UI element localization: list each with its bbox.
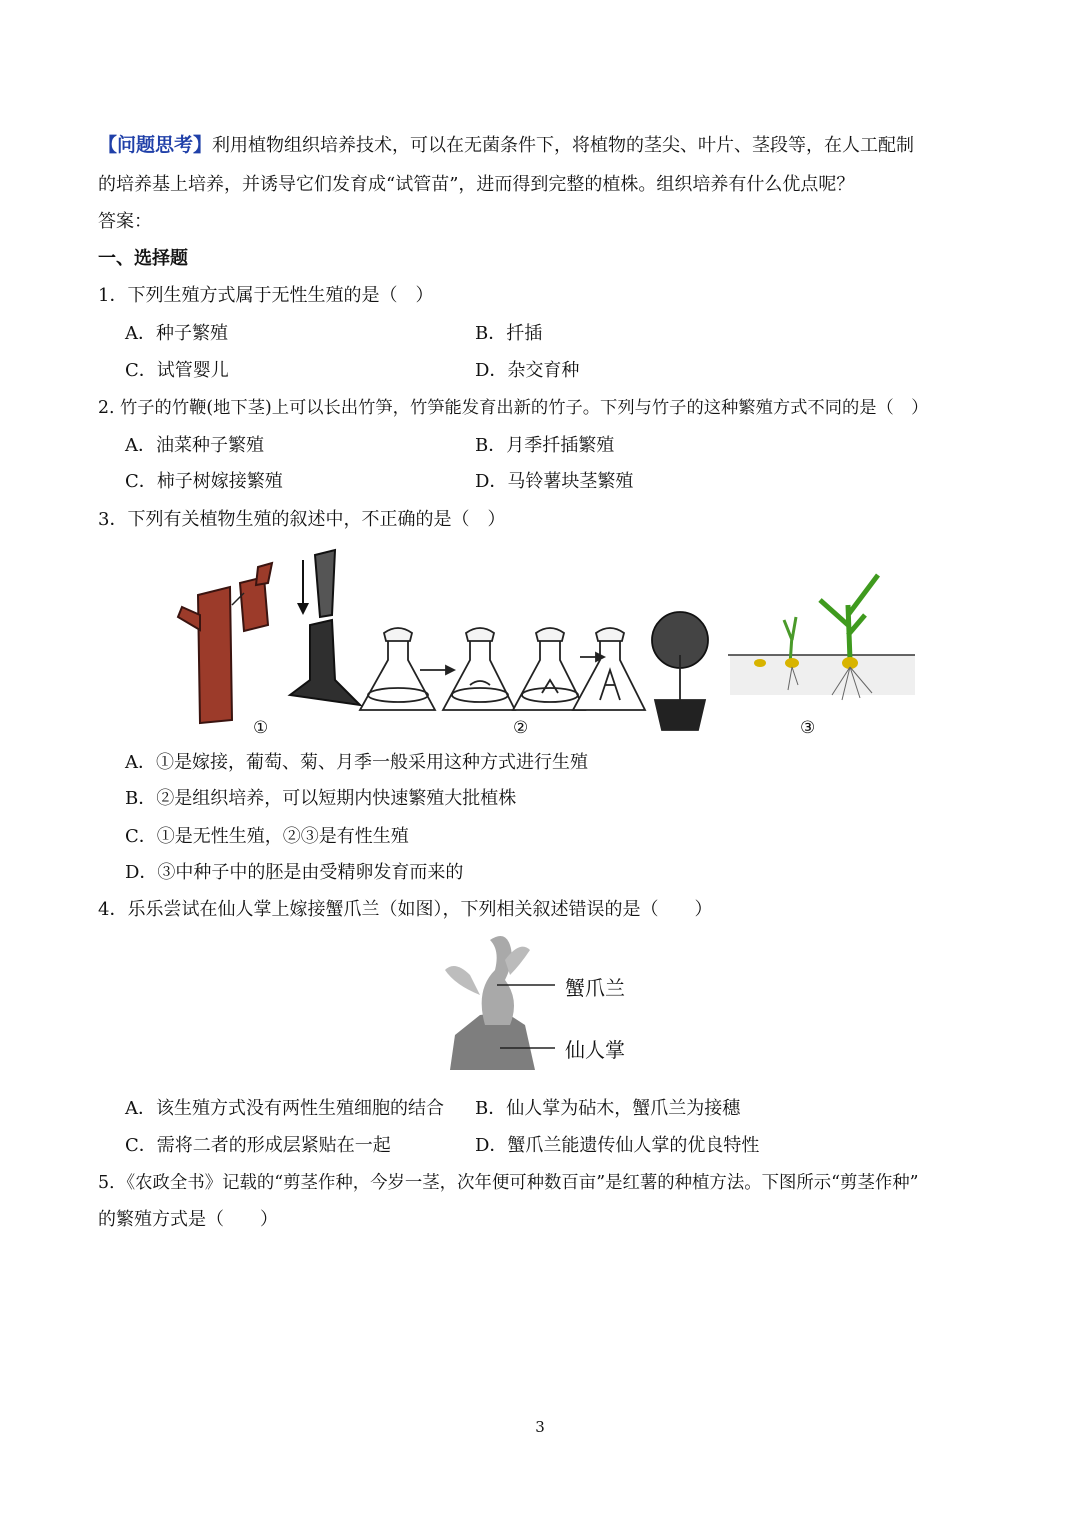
intro-text-1: 利用植物组织培养技术，可以在无菌条件下，将植物的茎尖、叶片、茎段等，在人工配制 — [212, 135, 915, 156]
question-1-option-b: B．扦插 — [475, 323, 543, 344]
answer-label: 答案： — [98, 211, 152, 232]
question-2-option-d: D．马铃薯块茎繁殖 — [475, 471, 634, 492]
question-3-option-a: A．①是嫁接，葡萄、菊、月季一般采用这种方式进行生殖 — [125, 752, 588, 773]
question-3-stem: 3．下列有关植物生殖的叙述中，不正确的是（ ） — [98, 509, 506, 530]
seed-germination-illustration — [728, 575, 915, 700]
question-2-stem: 2. 竹子的竹鞭(地下茎)上可以长出竹笋，竹笋能发育出新的竹子。下列与竹子的这种繁殖方式不同的是（ ） — [98, 398, 929, 418]
cactus-graft-figure — [435, 930, 575, 1075]
figure-label-crab-cactus: 蟹爪兰 — [565, 976, 625, 1000]
question-1-option-d: D．杂交育种 — [475, 360, 580, 381]
question-1-stem: 1．下列生殖方式属于无性生殖的是（ ） — [98, 285, 434, 306]
question-2-option-c: C．柿子树嫁接繁殖 — [125, 471, 283, 492]
tissue-culture-illustration — [360, 612, 708, 730]
figure-label-cactus: 仙人掌 — [565, 1038, 625, 1062]
question-4-option-c: C．需将二者的形成层紧贴在一起 — [125, 1135, 391, 1156]
page-number: 3 — [535, 1418, 545, 1436]
question-think-tag: 【问题思考】 — [98, 134, 213, 156]
question-2-option-a: A．油菜种子繁殖 — [125, 435, 264, 456]
question-2-option-b: B．月季扦插繁殖 — [475, 435, 615, 456]
section-title: 一、选择题 — [98, 248, 188, 269]
question-4-option-b: B．仙人掌为砧木，蟹爪兰为接穗 — [475, 1098, 741, 1119]
question-4-option-d: D．蟹爪兰能遗传仙人掌的优良特性 — [475, 1135, 760, 1156]
intro-line-1 — [98, 133, 914, 158]
question-3-option-d: D．③中种子中的胚是由受精卵发育而来的 — [125, 862, 464, 883]
question-1-option-c: C．试管婴儿 — [125, 360, 229, 381]
question-5-stem-line-2: 的繁殖方式是（ ） — [98, 1209, 278, 1230]
question-4-stem: 4．乐乐尝试在仙人掌上嫁接蟹爪兰（如图），下列相关叙述错误的是（ ） — [98, 899, 713, 920]
question-4-option-a: A．该生殖方式没有两性生殖细胞的结合 — [125, 1098, 444, 1119]
question-3-option-b: B．②是组织培养，可以短期内快速繁殖大批植株 — [125, 788, 517, 809]
figure-label-1: ① — [253, 718, 269, 738]
question-3-option-c: C．①是无性生殖，②③是有性生殖 — [125, 826, 409, 847]
question-1-option-a: A．种子繁殖 — [125, 323, 228, 344]
question-5-stem-line-1: 5．《农政全书》记载的“剪茎作种，今岁一茎，次年便可种数百亩”是红薯的种植方法。下图所示“剪茎作种” — [98, 1173, 919, 1193]
plant-reproduction-figure — [160, 545, 920, 745]
grafting-illustration — [178, 550, 360, 723]
figure-label-3: ③ — [800, 718, 816, 738]
figure-label-2: ② — [513, 718, 529, 738]
intro-line-2: 的培养基上培养，并诱导它们发育成“试管苗”，进而得到完整的植株。组织培养有什么优点呢？ — [98, 174, 855, 195]
